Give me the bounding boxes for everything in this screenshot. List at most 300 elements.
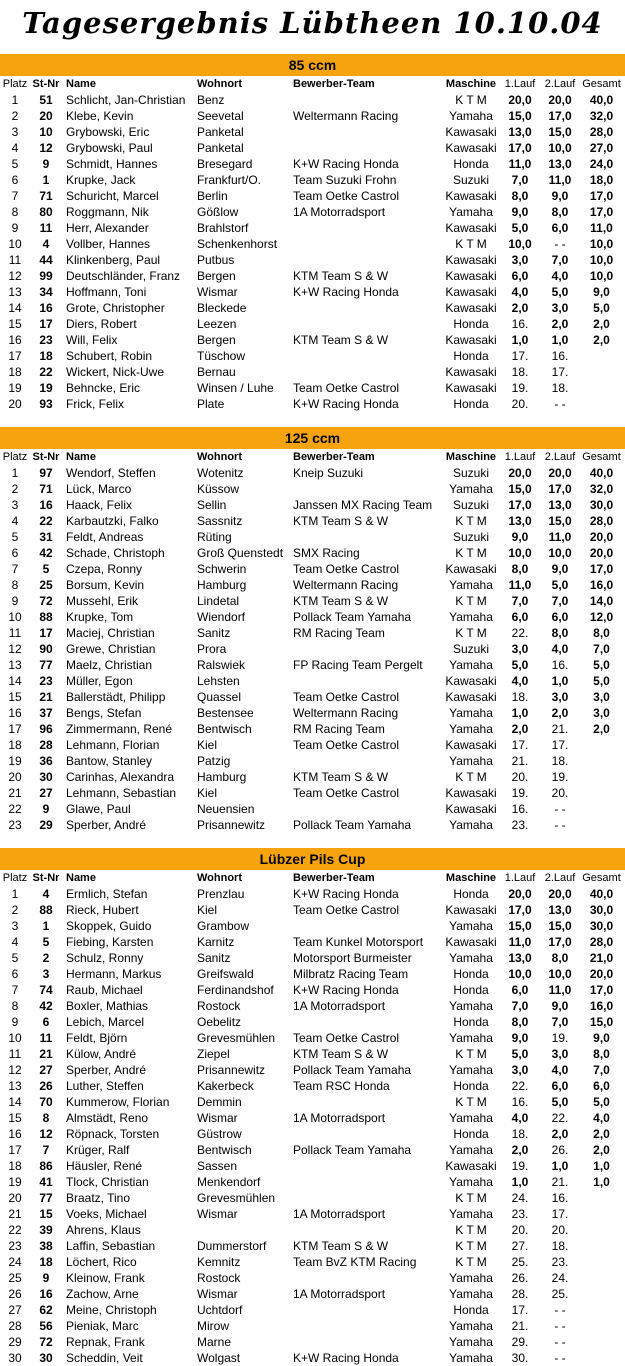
section-title: Lübzer Pils Cup — [0, 848, 625, 870]
start-number-cell: 9 — [42, 802, 50, 816]
machine-cell: Yamaha — [449, 1063, 493, 1077]
table-row — [0, 561, 625, 577]
machine-cell: K T M — [455, 546, 487, 560]
place-cell: 7 — [11, 562, 19, 576]
header-maschine: Maschine — [445, 451, 497, 463]
start-number-cell: 51 — [39, 93, 53, 107]
race2-cell: - - — [554, 1335, 566, 1349]
start-number-cell: 18 — [39, 1255, 53, 1269]
place-cell: 12 — [8, 642, 22, 656]
place-cell: 17 — [8, 722, 22, 736]
total-cell: 21,0 — [589, 951, 614, 965]
table-row — [0, 1030, 625, 1046]
rider-name-cell: Müller, Egon — [66, 674, 133, 688]
place-cell: 14 — [8, 301, 22, 315]
rider-name-cell: Klebe, Kevin — [66, 109, 134, 123]
place-cell: 3 — [11, 125, 19, 139]
table-header — [0, 449, 625, 465]
hometown-cell: Schenkenhorst — [197, 237, 278, 251]
machine-cell: Honda — [453, 317, 489, 331]
total-cell: 8,0 — [593, 626, 610, 640]
start-number-cell: 70 — [39, 1095, 53, 1109]
hometown-cell: Marne — [197, 1335, 232, 1349]
start-number-cell: 15 — [39, 1207, 53, 1221]
rider-name-cell: Haack, Felix — [66, 498, 133, 512]
total-cell: 20,0 — [589, 530, 614, 544]
team-cell: 1A Motorradsport — [293, 1111, 386, 1125]
total-cell: 17,0 — [589, 983, 614, 997]
rider-name-cell: Häusler, René — [66, 1159, 143, 1173]
place-cell: 1 — [11, 466, 19, 480]
table-row — [0, 1110, 625, 1126]
total-cell: 17,0 — [589, 189, 614, 203]
start-number-cell: 27 — [39, 1063, 53, 1077]
race1-cell: 23. — [511, 1207, 529, 1221]
start-number-cell: 41 — [39, 1175, 53, 1189]
table-row — [0, 785, 625, 801]
hometown-cell: Benz — [197, 93, 225, 107]
total-cell: 14,0 — [589, 594, 614, 608]
start-number-cell: 18 — [39, 349, 53, 363]
hometown-cell: Hamburg — [197, 770, 247, 784]
total-cell: 8,0 — [593, 1047, 610, 1061]
total-cell: 12,0 — [589, 610, 614, 624]
machine-cell: Yamaha — [449, 482, 493, 496]
table-row — [0, 252, 625, 268]
machine-cell: Honda — [453, 1303, 489, 1317]
total-cell: 2,0 — [593, 333, 610, 347]
race1-cell: 3,0 — [511, 253, 529, 267]
header-lauf2: 2.Lauf — [544, 872, 576, 884]
machine-cell: Yamaha — [449, 722, 493, 736]
rider-name-cell: Will, Felix — [66, 333, 118, 347]
place-cell: 6 — [11, 546, 19, 560]
race1-cell: 18. — [511, 1127, 529, 1141]
start-number-cell: 39 — [39, 1223, 53, 1237]
machine-cell: Kawasaki — [445, 285, 497, 299]
hometown-cell: Greifswald — [197, 967, 254, 981]
total-cell: 30,0 — [589, 903, 614, 917]
table-row — [0, 817, 625, 833]
table-row — [0, 465, 625, 481]
start-number-cell: 12 — [39, 1127, 53, 1141]
total-cell: 32,0 — [589, 482, 614, 496]
race2-cell: 20,0 — [548, 466, 572, 480]
start-number-cell: 71 — [39, 189, 53, 203]
total-cell: 9,0 — [593, 1031, 610, 1045]
machine-cell: Yamaha — [449, 818, 493, 832]
race2-cell: 26. — [551, 1143, 569, 1157]
place-cell: 26 — [8, 1287, 22, 1301]
race1-cell: 23. — [511, 818, 529, 832]
start-number-cell: 96 — [39, 722, 53, 736]
race1-cell: 22. — [511, 626, 529, 640]
hometown-cell: Wismar — [197, 1111, 238, 1125]
machine-cell: Yamaha — [449, 578, 493, 592]
hometown-cell: Oebelitz — [197, 1015, 242, 1029]
table-row — [0, 92, 625, 108]
machine-cell: Yamaha — [449, 205, 493, 219]
race1-cell: 4,0 — [511, 285, 529, 299]
header-platz: Platz — [2, 872, 28, 884]
team-cell: Milbratz Racing Team — [293, 967, 409, 981]
rider-name-cell: Kleinow, Frank — [66, 1271, 145, 1285]
start-number-cell: 97 — [39, 466, 53, 480]
race1-cell: 9,0 — [511, 530, 529, 544]
table-row — [0, 1158, 625, 1174]
team-cell: RM Racing Team — [293, 626, 385, 640]
total-cell: 3,0 — [593, 706, 610, 720]
race1-cell: 8,0 — [511, 562, 529, 576]
rider-name-cell: Mussehl, Erik — [66, 594, 139, 608]
hometown-cell: Quassel — [197, 690, 242, 704]
rider-name-cell: Schade, Christoph — [66, 546, 165, 560]
team-cell: Team Oetke Castrol — [293, 738, 400, 752]
header-wohnort: Wohnort — [197, 78, 243, 90]
hometown-cell: Menkendorf — [197, 1175, 261, 1189]
hometown-cell: Leezen — [197, 317, 237, 331]
place-cell: 12 — [8, 1063, 22, 1077]
header-maschine: Maschine — [445, 78, 497, 90]
table-row — [0, 641, 625, 657]
race2-cell: 1,0 — [551, 1159, 569, 1173]
race1-cell: 15,0 — [508, 109, 532, 123]
race2-cell: 15,0 — [548, 125, 572, 139]
machine-cell: Yamaha — [449, 1351, 493, 1365]
rider-name-cell: Löchert, Rico — [66, 1255, 137, 1269]
team-cell: KTM Team S & W — [293, 1239, 389, 1253]
race1-cell: 30. — [511, 1351, 529, 1365]
rider-name-cell: Schubert, Robin — [66, 349, 153, 363]
start-number-cell: 72 — [39, 1335, 53, 1349]
race2-cell: 2,0 — [551, 317, 569, 331]
hometown-cell: Ralswiek — [197, 658, 246, 672]
rider-name-cell: Deutschländer, Franz — [66, 269, 181, 283]
team-cell: Motorsport Burmeister — [293, 951, 412, 965]
place-cell: 21 — [8, 786, 22, 800]
start-number-cell: 4 — [42, 887, 50, 901]
race2-cell: 22. — [551, 1111, 569, 1125]
machine-cell: Yamaha — [449, 1143, 493, 1157]
team-cell: Team BvZ KTM Racing — [293, 1255, 417, 1269]
race1-cell: 7,0 — [511, 594, 529, 608]
race2-cell: 19. — [551, 770, 569, 784]
team-cell: RM Racing Team — [293, 722, 385, 736]
start-number-cell: 7 — [42, 1143, 50, 1157]
start-number-cell: 30 — [39, 1351, 53, 1365]
race2-cell: - - — [554, 1351, 566, 1365]
machine-cell: Honda — [453, 1127, 489, 1141]
total-cell: 16,0 — [589, 578, 614, 592]
rider-name-cell: Boxler, Mathias — [66, 999, 149, 1013]
race2-cell: 2,0 — [551, 706, 569, 720]
start-number-cell: 74 — [39, 983, 53, 997]
race2-cell: 21. — [551, 722, 569, 736]
start-number-cell: 88 — [39, 903, 53, 917]
race2-cell: 6,0 — [551, 1079, 569, 1093]
start-number-cell: 16 — [39, 1287, 53, 1301]
rider-name-cell: Wickert, Nick-Uwe — [66, 365, 164, 379]
race1-cell: 13,0 — [508, 951, 532, 965]
hometown-cell: Winsen / Luhe — [197, 381, 274, 395]
team-cell: K+W Racing Honda — [293, 887, 399, 901]
total-cell: 11,0 — [590, 221, 613, 235]
race1-cell: 3,0 — [511, 642, 529, 656]
total-cell: 16,0 — [589, 999, 614, 1013]
race2-cell: 10,0 — [548, 141, 572, 155]
table-row — [0, 609, 625, 625]
race1-cell: 15,0 — [508, 482, 532, 496]
machine-cell: Suzuki — [452, 173, 490, 187]
rider-name-cell: Repnak, Frank — [66, 1335, 145, 1349]
race2-cell: 18. — [551, 754, 569, 768]
start-number-cell: 42 — [39, 999, 53, 1013]
place-cell: 19 — [8, 754, 22, 768]
hometown-cell: Berlin — [197, 189, 228, 203]
rider-name-cell: Carinhas, Alexandra — [66, 770, 175, 784]
table-row — [0, 1174, 625, 1190]
race1-cell: 17,0 — [508, 498, 532, 512]
table-row — [0, 124, 625, 140]
race1-cell: 4,0 — [511, 674, 529, 688]
rider-name-cell: Ahrens, Klaus — [66, 1223, 141, 1237]
race1-cell: 7,0 — [511, 173, 529, 187]
total-cell: 2,0 — [593, 1143, 610, 1157]
race2-cell: 24. — [551, 1271, 569, 1285]
table-row — [0, 1286, 625, 1302]
start-number-cell: 42 — [39, 546, 53, 560]
place-cell: 7 — [11, 983, 19, 997]
table-header — [0, 870, 625, 886]
rider-name-cell: Diers, Robert — [66, 317, 137, 331]
machine-cell: Yamaha — [449, 706, 493, 720]
machine-cell: Kawasaki — [445, 903, 497, 917]
start-number-cell: 36 — [39, 754, 53, 768]
race2-cell: 25. — [551, 1287, 569, 1301]
place-cell: 15 — [8, 1111, 22, 1125]
race2-cell: - - — [554, 802, 566, 816]
place-cell: 1 — [11, 887, 19, 901]
table-row — [0, 625, 625, 641]
table-row — [0, 950, 625, 966]
table-row — [0, 316, 625, 332]
header-lauf1: 1.Lauf — [504, 78, 536, 90]
place-cell: 8 — [11, 205, 19, 219]
rider-name-cell: Wendorf, Steffen — [66, 466, 156, 480]
race2-cell: 4,0 — [551, 269, 569, 283]
total-cell: 17,0 — [589, 205, 614, 219]
race2-cell: 3,0 — [551, 301, 569, 315]
place-cell: 16 — [8, 1127, 22, 1141]
race1-cell: 10,0 — [508, 237, 532, 251]
start-number-cell: 21 — [39, 1047, 53, 1061]
race2-cell: - - — [554, 1319, 566, 1333]
machine-cell: Honda — [453, 887, 489, 901]
rider-name-cell: Sperber, André — [66, 1063, 147, 1077]
hometown-cell: Putbus — [197, 253, 235, 267]
race1-cell: 20,0 — [508, 887, 532, 901]
start-number-cell: 6 — [42, 1015, 50, 1029]
header-lauf2: 2.Lauf — [544, 451, 576, 463]
race2-cell: 10,0 — [548, 967, 572, 981]
rider-name-cell: Braatz, Tino — [66, 1191, 131, 1205]
table-row — [0, 1254, 625, 1270]
place-cell: 28 — [8, 1319, 22, 1333]
place-cell: 29 — [8, 1335, 22, 1349]
race1-cell: 6,0 — [511, 610, 529, 624]
header-lauf1: 1.Lauf — [504, 451, 536, 463]
hometown-cell: Bentwisch — [197, 1143, 252, 1157]
race1-cell: 5,0 — [511, 1047, 529, 1061]
table-row — [0, 332, 625, 348]
machine-cell: Kawasaki — [445, 1159, 497, 1173]
hometown-cell: Demmin — [197, 1095, 242, 1109]
start-number-cell: 1 — [42, 173, 50, 187]
rider-name-cell: Schulz, Ronny — [66, 951, 144, 965]
rider-name-cell: Zimmermann, René — [66, 722, 173, 736]
table-row — [0, 1126, 625, 1142]
table-row — [0, 1014, 625, 1030]
race2-cell: 2,0 — [551, 1127, 569, 1141]
machine-cell: Kawasaki — [445, 381, 497, 395]
race2-cell: 20,0 — [548, 887, 572, 901]
race1-cell: 18. — [511, 690, 529, 704]
machine-cell: K T M — [455, 237, 487, 251]
total-cell: 40,0 — [589, 887, 614, 901]
machine-cell: Yamaha — [449, 1271, 493, 1285]
place-cell: 4 — [11, 141, 19, 155]
team-cell: Team RSC Honda — [293, 1079, 390, 1093]
table-header — [0, 76, 625, 92]
start-number-cell: 86 — [39, 1159, 53, 1173]
race2-cell: - - — [554, 818, 566, 832]
total-cell: 17,0 — [589, 562, 614, 576]
place-cell: 20 — [8, 770, 22, 784]
machine-cell: K T M — [455, 1255, 487, 1269]
table-row — [0, 1302, 625, 1318]
machine-cell: Kawasaki — [445, 802, 497, 816]
place-cell: 10 — [8, 1031, 22, 1045]
machine-cell: K T M — [455, 594, 487, 608]
race1-cell: 10,0 — [508, 546, 532, 560]
rider-name-cell: Röpnack, Torsten — [66, 1127, 160, 1141]
table-row — [0, 204, 625, 220]
rider-name-cell: Lehmann, Sebastian — [66, 786, 177, 800]
race1-cell: 18. — [511, 365, 529, 379]
rider-name-cell: Raub, Michael — [66, 983, 143, 997]
race1-cell: 5,0 — [511, 221, 529, 235]
rider-name-cell: Skoppek, Guido — [66, 919, 152, 933]
machine-cell: Yamaha — [449, 754, 493, 768]
start-number-cell: 21 — [39, 690, 53, 704]
race2-cell: 13,0 — [548, 157, 572, 171]
start-number-cell: 10 — [39, 125, 53, 139]
race1-cell: 17,0 — [508, 141, 532, 155]
race1-cell: 20,0 — [508, 93, 532, 107]
machine-cell: K T M — [455, 1191, 487, 1205]
rider-name-cell: Hoffmann, Toni — [66, 285, 147, 299]
total-cell: 5,0 — [593, 658, 610, 672]
team-cell: Pollack Team Yamaha — [293, 1063, 412, 1077]
team-cell: 1A Motorradsport — [293, 1287, 386, 1301]
place-cell: 25 — [8, 1271, 22, 1285]
hometown-cell: Prora — [197, 642, 227, 656]
race2-cell: 11,0 — [548, 530, 572, 544]
place-cell: 27 — [8, 1303, 22, 1317]
hometown-cell: Kemnitz — [197, 1255, 241, 1269]
table-row — [0, 284, 625, 300]
table-row — [0, 380, 625, 396]
team-cell: KTM Team S & W — [293, 770, 389, 784]
header-gesamt: Gesamt — [582, 78, 621, 90]
race2-cell: 4,0 — [551, 1063, 569, 1077]
place-cell: 17 — [8, 349, 22, 363]
machine-cell: Yamaha — [449, 1319, 493, 1333]
machine-cell: Yamaha — [449, 1335, 493, 1349]
rider-name-cell: Hermann, Markus — [66, 967, 162, 981]
race2-cell: 11,0 — [548, 173, 572, 187]
machine-cell: K T M — [455, 770, 487, 784]
race2-cell: 23. — [551, 1255, 569, 1269]
team-cell: Team Oetke Castrol — [293, 903, 400, 917]
race2-cell: 5,0 — [551, 1095, 569, 1109]
table-row — [0, 737, 625, 753]
machine-cell: Kawasaki — [445, 674, 497, 688]
machine-cell: K T M — [455, 93, 487, 107]
race2-cell: 9,0 — [551, 189, 569, 203]
start-number-cell: 12 — [39, 141, 53, 155]
start-number-cell: 93 — [39, 397, 53, 411]
start-number-cell: 90 — [39, 642, 53, 656]
header-lauf1: 1.Lauf — [504, 872, 536, 884]
start-number-cell: 4 — [42, 237, 50, 251]
machine-cell: Honda — [453, 349, 489, 363]
rider-name-cell: Grote, Christopher — [66, 301, 165, 315]
total-cell: 2,0 — [593, 317, 610, 331]
machine-cell: Yamaha — [449, 919, 493, 933]
race2-cell: - - — [554, 237, 566, 251]
rider-name-cell: Maciej, Christian — [66, 626, 155, 640]
table-row — [0, 1206, 625, 1222]
race1-cell: 17. — [511, 349, 529, 363]
race1-cell: 19. — [511, 786, 529, 800]
table-row — [0, 886, 625, 902]
race2-cell: 7,0 — [551, 594, 569, 608]
rider-name-cell: Czepa, Ronny — [66, 562, 143, 576]
machine-cell: Kawasaki — [445, 269, 497, 283]
team-cell: K+W Racing Honda — [293, 1351, 399, 1365]
rider-name-cell: Laffin, Sebastian — [66, 1239, 156, 1253]
team-cell: Team Oetke Castrol — [293, 690, 400, 704]
race2-cell: 10,0 — [548, 546, 572, 560]
team-cell: KTM Team S & W — [293, 333, 389, 347]
rider-name-cell: Fiebing, Karsten — [66, 935, 154, 949]
place-cell: 4 — [11, 935, 19, 949]
machine-cell: K T M — [455, 514, 487, 528]
race2-cell: 13,0 — [548, 903, 572, 917]
team-cell: Pollack Team Yamaha — [293, 1143, 412, 1157]
total-cell: 20,0 — [589, 967, 614, 981]
machine-cell: Yamaha — [449, 610, 493, 624]
total-cell: 1,0 — [593, 1159, 610, 1173]
rider-name-cell: Behncke, Eric — [66, 381, 141, 395]
hometown-cell: Kiel — [197, 786, 218, 800]
rider-name-cell: Feldt, Andreas — [66, 530, 144, 544]
hometown-cell: Bentwisch — [197, 722, 252, 736]
header-name: Name — [66, 78, 96, 90]
start-number-cell: 17 — [39, 317, 53, 331]
place-cell: 13 — [8, 285, 22, 299]
